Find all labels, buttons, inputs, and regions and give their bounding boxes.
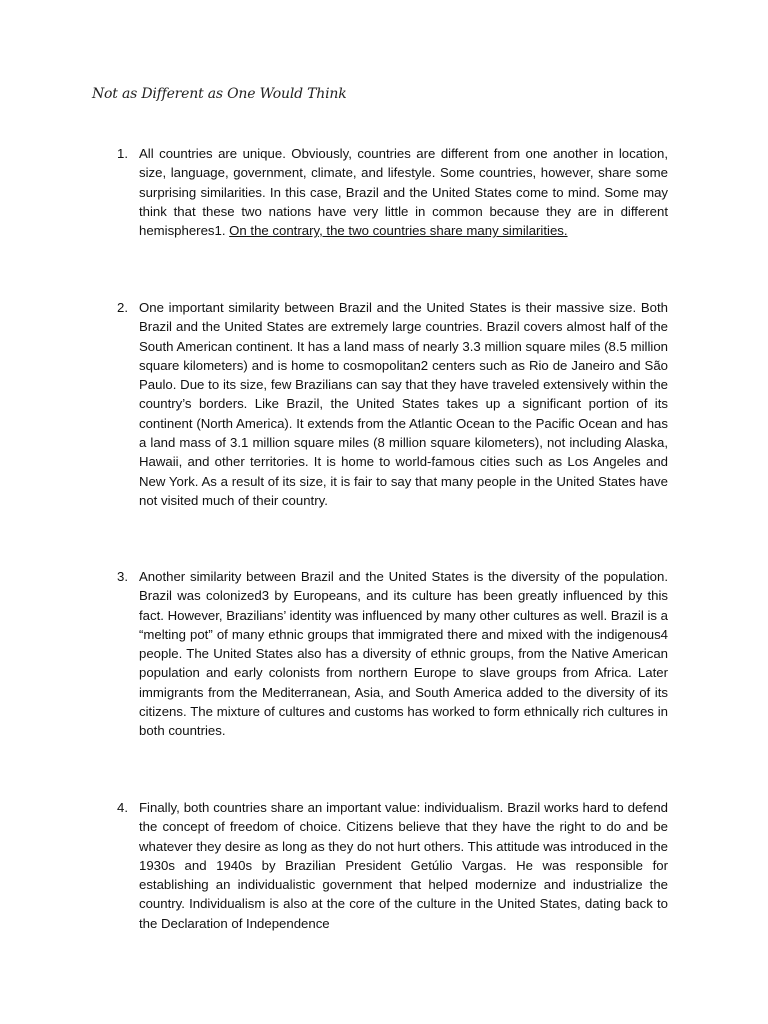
- item-paragraph: [139, 567, 668, 741]
- item-number: 4.: [117, 800, 128, 815]
- item-number: 3.: [117, 569, 128, 584]
- item-paragraph: [139, 798, 668, 933]
- item-text: One important similarity between Brazil and the United States is their massive size. Both Brazil and the United States are extremely large countries. Brazil covers almost half of the South American continent. It has a land mass of nearly 3.3 million square miles (8.5 million square kilometers) and is home to cosmopolitan2 centers such as Rio de Janeiro and São Paulo. Due to its size, few Brazilians can say that they have traveled extensively within the country’s borders. Like Brazil, the United States takes up a significant portion of its continent (North America). It extends from the Atlantic Ocean to the Pacific Ocean and has a land mass of 3.1 million square miles (8 million square kilometers), not including Alaska, Hawaii, and other territories. It is home to world-famous cities such as Los Angeles and New York. As a result of its size, it is fair to say that many people in the United States have not visited much of their country.: [139, 300, 668, 508]
- list-item-4: [117, 798, 668, 933]
- item-text: Another similarity between Brazil and the United States is the diversity of the population. Brazil was colonized3 by Europeans, and its culture has been greatly influenced by this fact. However, Brazilians’ identity was influenced by many other cultures as well. Brazil is a “melting pot” of many ethnic groups that immigrated there and mixed with the indigenous4 people. The United States also has a diversity of ethnic groups, from the Native American population and early colonists from northern Europe to slave groups from Africa. Later immigrants from the Mediterranean, Asia, and South America added to the diversity of its citizens. The mixture of cultures and customs has worked to form ethnically rich cultures in both countries.: [139, 569, 668, 739]
- underlined-thesis: On the contrary, the two countries share many similarities.: [229, 223, 568, 239]
- document-title: Not as Different as One Would Think: [92, 86, 347, 102]
- item-text: All countries are unique. Obviously, countries are different from one another in location, size, language, government, climate, and lifestyle. Some countries, however, share some surprising similarities. In this case, Brazil and the United States come to mind. Some may think that these two nations have very little in common because they are in different hemispheres1.: [139, 146, 668, 239]
- item-number: 1.: [117, 146, 128, 161]
- item-text: Finally, both countries share an important value: individualism. Brazil works hard to defend the concept of freedom of choice. Citizens believe that they have the right to do and be whatever they desire as long as they do not hurt others. This attitude was introduced in the 1930s and 1940s by Brazilian President Getúlio Vargas. He was responsible for establishing an individualistic government that helped modernize and industrialize the country. Individualism is also at the core of the culture in the United States, dating back to the Declaration of Independence: [139, 800, 668, 931]
- item-number: 2.: [117, 300, 128, 315]
- list-item-3: [117, 567, 668, 741]
- list-item-2: [117, 298, 668, 510]
- item-paragraph: [139, 144, 668, 240]
- item-paragraph: [139, 298, 668, 510]
- list-item-1: [117, 144, 668, 240]
